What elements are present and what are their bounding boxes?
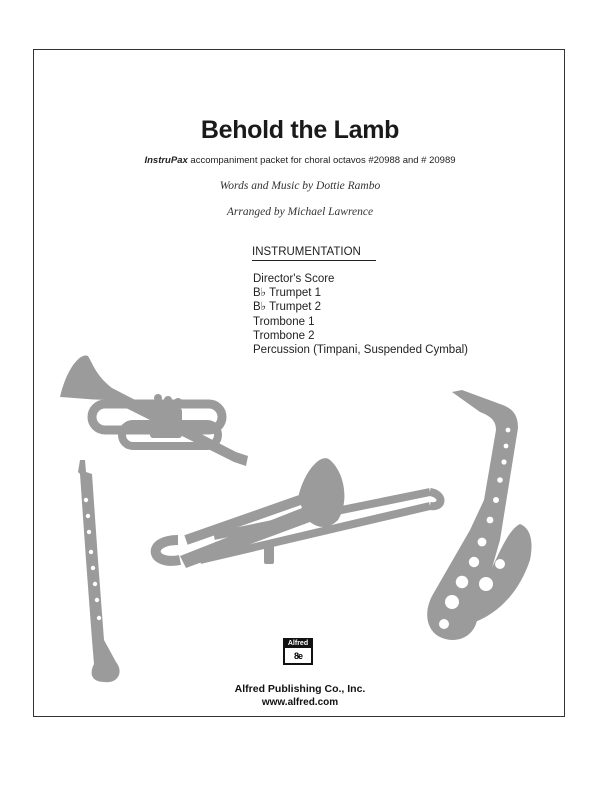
arranger-credit: Arranged by Michael Lawrence	[226, 206, 374, 218]
list-item: Trombone 1	[253, 315, 315, 328]
clarinet-icon	[78, 460, 120, 682]
list-item: B♭ Trumpet 2	[253, 301, 322, 314]
list-item: B♭ Trumpet 1	[253, 287, 322, 300]
logo-bottom-text: 8e	[293, 650, 302, 661]
song-title: Behold the Lamb	[200, 116, 400, 144]
logo-top-text: Alfred	[285, 640, 311, 648]
list-item: Trombone 2	[253, 329, 315, 342]
words-music-credit: Words and Music by Dottie Rambo	[219, 180, 381, 192]
saxophone-icon	[427, 390, 531, 640]
subtitle-text: accompaniment packet for choral octavos #20988 and # 20989	[187, 155, 456, 166]
list-item: Director's Score	[253, 273, 335, 285]
instrumentation-heading: INSTRUMENTATION	[252, 246, 376, 261]
trombone-icon	[156, 458, 441, 568]
alfred-logo	[283, 638, 313, 665]
trumpet-icon	[60, 355, 248, 466]
brand-name: InstruPax	[144, 155, 188, 166]
list-item: Percussion (Timpani, Suspended Cymbal)	[253, 344, 468, 357]
publisher-name: Alfred Publishing Co., Inc.	[234, 683, 366, 695]
publisher-website[interactable]: www.alfred.com	[261, 697, 339, 708]
